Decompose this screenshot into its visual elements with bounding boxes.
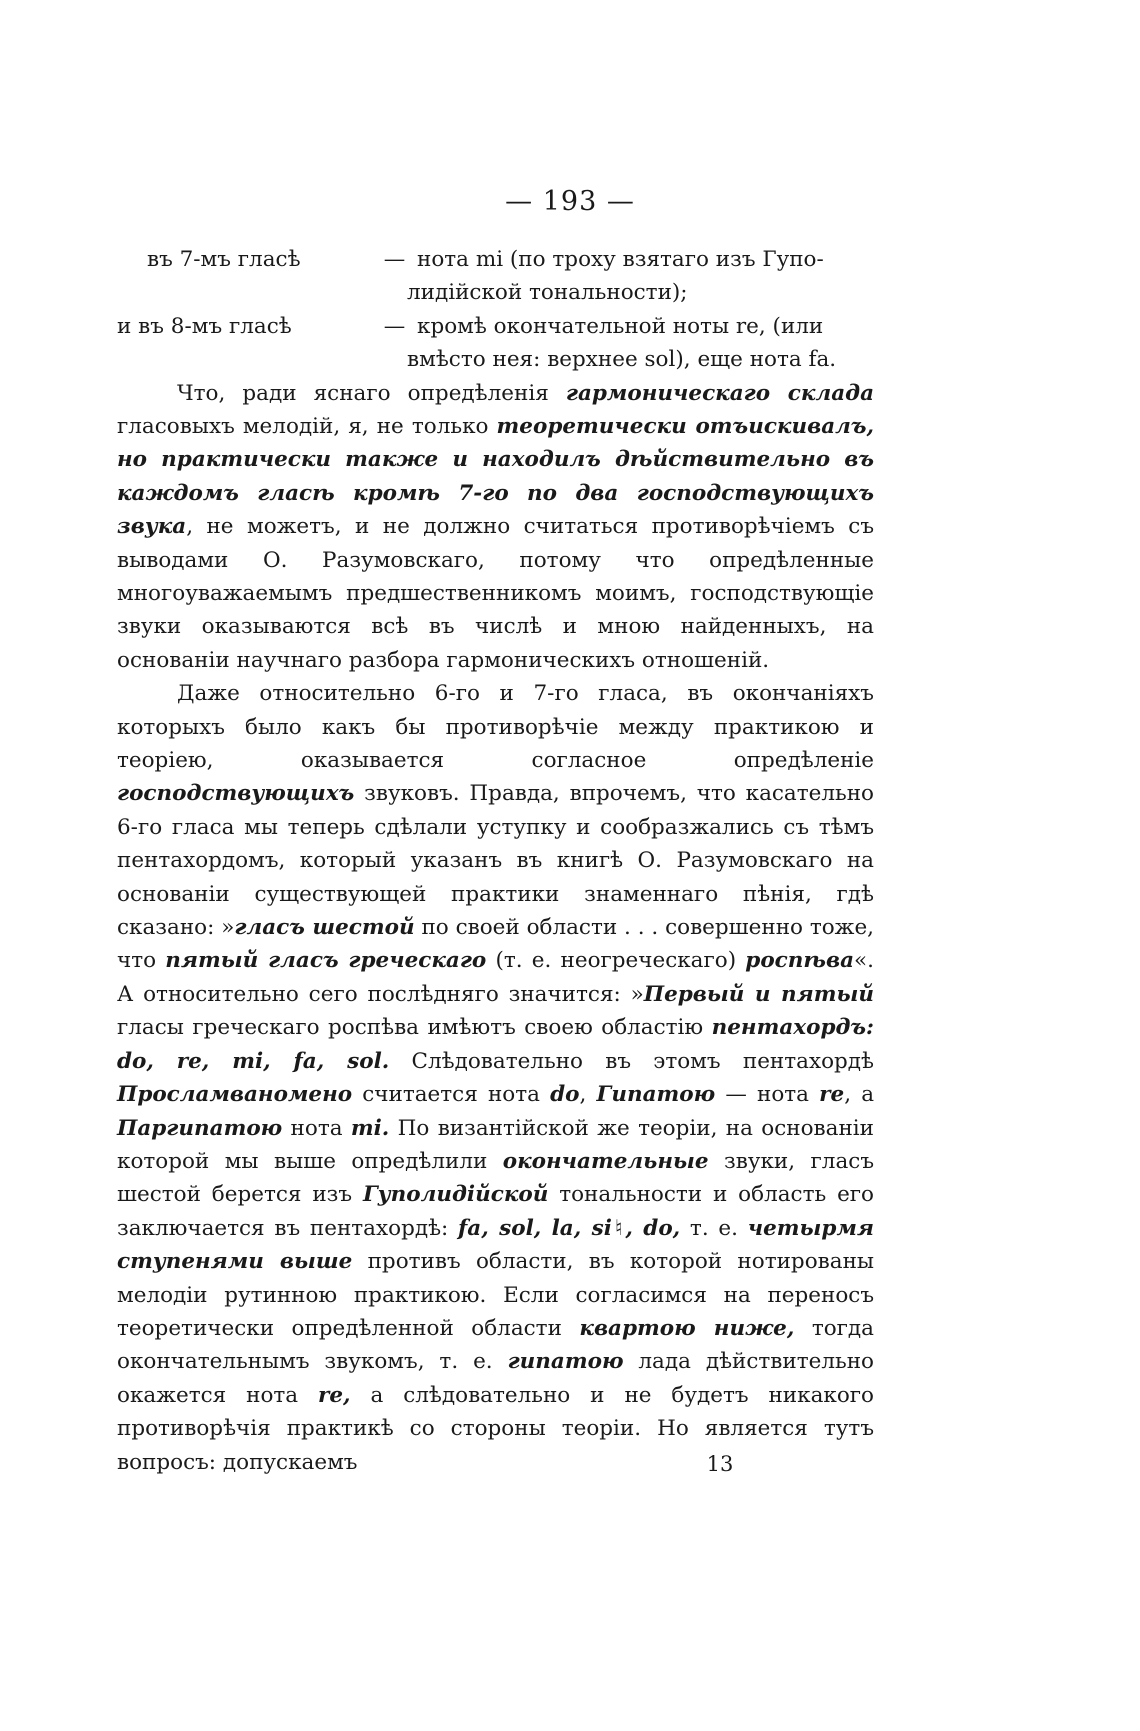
page-body [117, 243, 874, 1479]
list-item-dash: — [383, 313, 406, 339]
list-item-lead: въ 7-мъ гласѣ [147, 247, 301, 272]
list-item-text: кромѣ окончательной ноты re, (или [417, 313, 824, 339]
signature-mark: 13 [706, 1452, 734, 1476]
page-number: — 193 — [505, 186, 635, 217]
list-item-continuation: вмѣсто нея: верхнее sol), еще нота fa. [407, 347, 837, 373]
list-item-text: нота mi (по троху взятаго изъ Гупо- [417, 247, 824, 272]
paragraph: Что, ради яснаго опредѣленія гармоническаго склада гласовыхъ мелодій, я, не только теоретически отъискивалъ, но практически также и находилъ дѣйствительно въ каждомъ гласѣ кромѣ 7-го по два господствующихъ звука, не можетъ, и не должно считаться противорѣчіемъ съ выводами О. Разумовскаго, потому что опредѣленные многоуважаемымъ предшественникомъ моимъ, господствующіе звуки оказываются всѣ въ числѣ и мною найденныхъ, на основаніи научнаго разбора гармоническихъ отношеній. [117, 380, 874, 673]
list-item-dash: — [383, 247, 406, 272]
paragraph: Даже относительно 6-го и 7-го гласа, въ окончаніяхъ которыхъ было какъ бы противорѣчіе между практикою и теоріею, оказывается согласное опредѣленіе господствующихъ звуковъ. Правда, впрочемъ, что касательно 6-го гласа мы теперь сдѣлали уступку и сообразжались съ тѣмъ пентахордомъ, который указанъ въ книгѣ О. Разумовскаго на основаніи существующей практики знаменнаго пѣнія, гдѣ сказано: »гласъ шестой по своей области . . . совершенно тоже, что пятый гласъ греческаго (т. е. неогреческаго) роспѣва«. А относительно сего послѣдняго значится: »Первый и пятый гласы греческаго роспѣва имѣютъ своею областію пентахордъ: do, re, mi, fa, sol. Слѣдовательно въ этомъ пентахордѣ Просламваномено считается нота do, Гипатою — нота re, а Паргипатою нота mi. По византійской же теоріи, на основаніи которой мы выше опредѣлили окончательные звуки, гласъ шестой берется изъ Гуполидійской тональности и область его заключается въ пентахордѣ: fa, sol, la, si♮, do, т. е. четырмя ступенями выше противъ области, въ которой нотированы мелодіи рутинною практикою. Если согласимся на переносъ теоретически опредѣленной области квартою ниже, тогда окончательнымъ звукомъ, т. е. гипатою лада дѣйствительно окажется нота re, а слѣдовательно и не будетъ никакого противорѣчія практикѣ со стороны теоріи. Но является тутъ вопросъ: допускаемъ [117, 681, 875, 1475]
list-item-lead: и въ 8-мъ гласѣ [117, 313, 292, 339]
list-item [117, 310, 874, 343]
list-item [117, 243, 874, 276]
list-item-continuation: лидійской тональности); [407, 280, 688, 306]
